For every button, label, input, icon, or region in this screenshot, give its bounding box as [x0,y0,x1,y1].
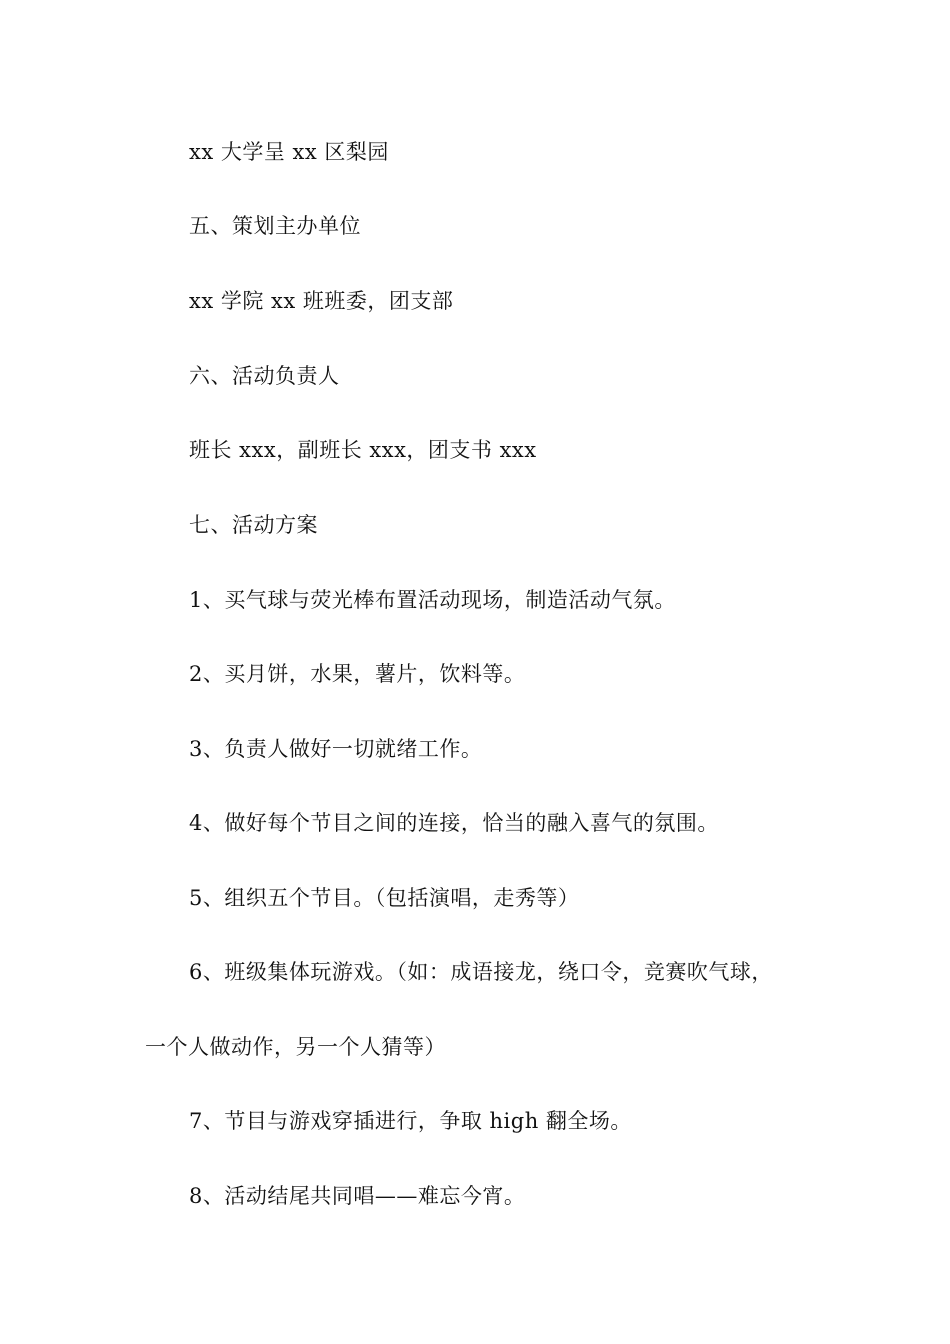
plan-item-4: 4、做好每个节目之间的连接，恰当的融入喜气的氛围。 [189,811,719,835]
plan-item-7: 7、节目与游戏穿插进行，争取 high 翻全场。 [189,1109,632,1133]
organizer-line: xx 学院 xx 班班委，团支部 [189,289,454,313]
venue-line: xx 大学呈 xx 区梨园 [189,140,389,164]
plan-item-5: 5、组织五个节目。（包括演唱，走秀等） [189,886,580,910]
plan-item-8: 8、活动结尾共同唱——难忘今宵。 [189,1184,526,1208]
plan-item-1: 1、买气球与荧光棒布置活动现场，制造活动气氛。 [189,588,676,612]
leaders-line: 班长 xxx，副班长 xxx，团支书 xxx [189,438,537,462]
plan-item-2: 2、买月饼，水果，薯片，饮料等。 [189,662,526,686]
plan-item-6-continued: 一个人做动作，另一个人猜等） [145,1035,446,1059]
plan-item-6: 6、班级集体玩游戏。（如：成语接龙，绕口令，竞赛吹气球， [189,960,773,984]
section-heading-organizer: 五、策划主办单位 [189,214,361,238]
section-heading-leaders: 六、活动负责人 [189,364,340,388]
section-heading-plan: 七、活动方案 [189,513,318,537]
plan-item-3: 3、负责人做好一切就绪工作。 [189,737,483,761]
